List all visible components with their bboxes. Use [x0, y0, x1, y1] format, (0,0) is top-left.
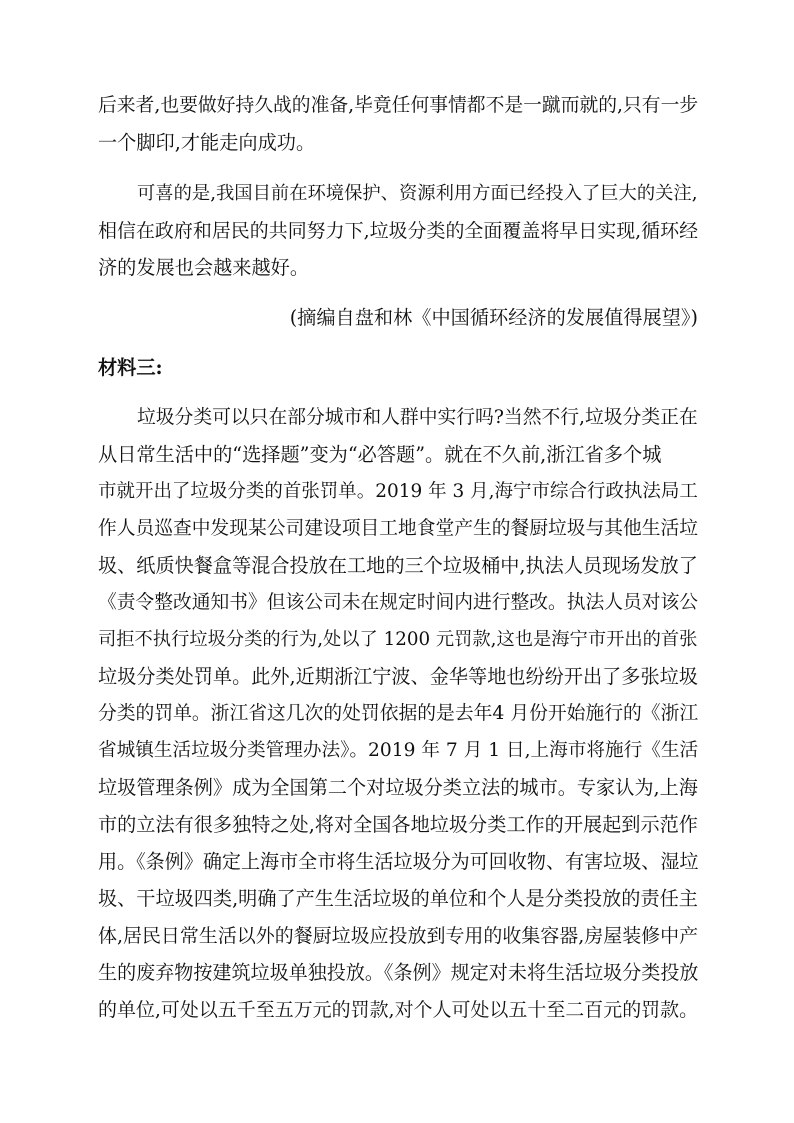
material-three-line-4: 作人员巡查中发现某公司建设项目工地食堂产生的餐厨垃圾与其他生活垃 [98, 518, 698, 539]
material-three-line-3: 市就开出了垃圾分类的首张罚单。2019 年 3 月,海宁市综合行政执法局工 [98, 481, 698, 502]
material-three-line-2: 从日常生活中的“选择题”变为“必答题”。就在不久前,浙江省多个城 [98, 443, 662, 466]
material-three-line-8: 垃圾分类处罚单。此外,近期浙江宁波、金华等地也纷纷开出了多张垃圾 [98, 665, 698, 688]
material-three-line-10: 省城镇生活垃圾分类管理办法》。2019 年 7 月 1 日,上海市将施行《生活 [98, 740, 699, 761]
material-three-line-16: 生的废弃物按建筑垃圾单独投放。《条例》规定对未将生活垃圾分类投放 [98, 962, 699, 984]
paragraph-hope-line-1: 可喜的是,我国目前在环境保护、资源利用方面已经投入了巨大的关注, [137, 183, 698, 204]
material-three-line-15: 体,居民日常生活以外的餐厨垃圾应投放到专用的收集容器,房屋装修中产 [98, 925, 699, 947]
paragraph-end-line-2: 一个脚印,才能走向成功。 [98, 131, 316, 154]
material-three-line-9: 分类的罚单。浙江省这几次的处罚依据的是去年4 月份开始施行的《浙江 [98, 703, 699, 724]
material-three-line-5: 圾、纸质快餐盒等混合投放在工地的三个垃圾桶中,执法人员现场发放了 [98, 554, 698, 577]
material-three-line-13: 用。《条例》确定上海市全市将生活垃圾分为可回收物、有害垃圾、湿垃 [98, 851, 699, 873]
material-three-line-6: 《责令整改通知书》但该公司未在规定时间内进行整改。执法人员对该公 [98, 592, 698, 613]
source-citation: (摘编自盘和林《中国循环经济的发展值得展望》) [289, 306, 698, 329]
material-three-line-11: 垃圾管理条例》成为全国第二个对垃圾分类立法的城市。专家认为,上海 [98, 776, 698, 799]
material-three-line-14: 圾、干垃圾四类,明确了产生生活垃圾的单位和个人是分类投放的责任主 [98, 887, 698, 910]
paragraph-hope-line-3: 济的发展也会越来越好。 [98, 256, 310, 279]
section-heading: 材料三: [98, 356, 163, 379]
material-three-line-7: 司拒不执行垃圾分类的行为,处以了 1200 元罚款,这也是海宁市开出的首张 [98, 629, 698, 650]
material-three-line-12: 市的立法有很多独特之处,将对全国各地垃圾分类工作的开展起到示范作 [98, 813, 698, 836]
paragraph-end-line-1: 后来者,也要做好持久战的准备,毕竟任何事情都不是一蹴而就的,只有一步 [98, 95, 699, 116]
paragraph-hope-line-2: 相信在政府和居民的共同努力下,垃圾分类的全面覆盖将早日实现,循环经 [98, 220, 699, 242]
material-three-line-17: 的单位,可处以五千至五万元的罚款,对个人可处以五十至二百元的罚款。 [98, 999, 699, 1021]
material-three-line-1: 垃圾分类可以只在部分城市和人群中实行吗?当然不行,垃圾分类正在 [137, 407, 698, 428]
